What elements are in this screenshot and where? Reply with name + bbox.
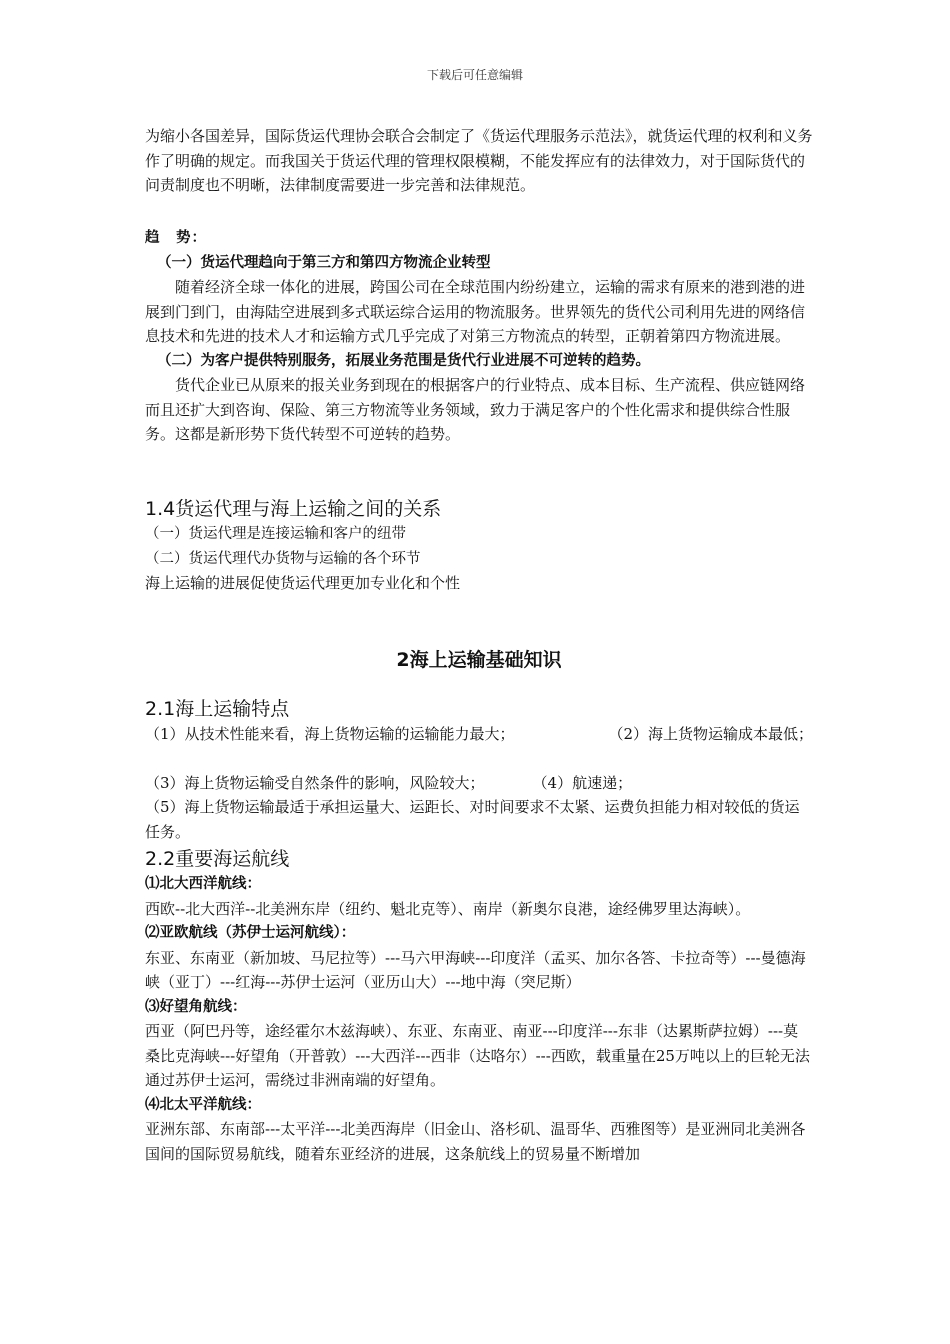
feature-5: （5）海上货物运输最适于承担运量大、运距长、对时间要求不太紧、运费负担能力相对较低的货运任务。 [145, 798, 800, 841]
route-1-body: 西欧--北大西洋--北美洲东岸（纽约、魁北克等）、南岸（新奥尔良港，途经佛罗里达海峡）。 [145, 899, 751, 918]
feature-4: （4）航速递； [532, 773, 633, 792]
section-1-4 [145, 496, 813, 596]
route-1-title: ⑴北大西洋航线： [145, 876, 261, 892]
feature-1: （1）从技术性能来看，海上货物运输的运输能力最大； [145, 725, 515, 743]
page-header: 下载后可任意编辑 [426, 68, 523, 82]
route-2-title: ⑵亚欧航线（苏伊士运河航线）： [145, 925, 356, 941]
feature-2: （2）海上货物运输成本最低； [608, 725, 813, 743]
section-2-2-title: 2.2重要海运航线 [145, 848, 290, 870]
trend-paragraph-1: 随着经济全球一体化的进展，跨国公司在全球范围内纷纷建立，运输的需求有原来的港到港的进展到门到门，由海陆空进展到多式联运综合运用的物流服务。世界领先的货代公司利用先进的网络信息技术和先进的技术人才和运输方式几乎完成了对第三方物流点的转型，正朝着第四方物流进展。 [145, 278, 806, 345]
section-1-4-note: 海上运输的进展促使货运代理更加专业化和个性 [145, 574, 461, 592]
route-3-body: 西亚（阿巴丹等，途经霍尔木兹海峡）、东亚、东南亚、南亚---印度洋---东非（达累斯萨拉姆）---莫桑比克海峡---好望角（开普敦）---大西洋---西非（达咯尔）---西欧，载重量在25万吨以上的巨轮无法通过苏伊士运河，需绕过非洲南端的好望角。 [145, 1022, 810, 1089]
trend-subtitle-1: （一）货运代理趋向于第三方和第四方物流企业转型 [157, 254, 491, 271]
section-1-4-title: 1.4货运代理与海上运输之间的关系 [145, 498, 442, 520]
trend-section [145, 226, 813, 447]
feature-row-2 [145, 771, 813, 796]
section-2-1-title: 2.1海上运输特点 [145, 698, 290, 720]
section-2-2 [145, 846, 813, 1166]
route-2-body: 东亚、东南亚（新加坡、马尼拉等）---马六甲海峡---印度洋（孟买、加尔各答、卡拉奇等）---曼德海峡（亚丁）---红海---苏伊士运河（亚历山大）---地中海（突尼斯） [145, 948, 806, 991]
trend-paragraph-2: 货代企业已从原来的报关业务到现在的根据客户的行业特点、成本目标、生产流程、供应链网络而且还扩大到咨询、保险、第三方物流等业务领域，致力于满足客户的个性化需求和提供综合性服务。这都是新形势下货代转型不可逆转的趋势。 [145, 376, 806, 443]
section-2-1 [145, 696, 813, 844]
section-1-4-item-2: （二）货运代理代办货物与运输的各个环节 [145, 550, 421, 567]
intro-block [145, 124, 813, 198]
chapter-2-title: 2海上运输基础知识 [396, 649, 562, 671]
trend-label: 趋 势： [145, 230, 207, 246]
section-1-4-item-1: （一）货运代理是连接运输和客户的纽带 [145, 526, 406, 542]
trend-subtitle-2: （二）为客户提供特别服务，拓展业务范围是货代行业进展不可逆转的趋势。 [157, 352, 650, 369]
feature-row-1 [145, 722, 813, 747]
intro-paragraph: 为缩小各国差异，国际货运代理协会联合会制定了《货运代理服务示范法》，就货运代理的权利和义务作了明确的规定。而我国关于货运代理的管理权限模糊，不能发挥应有的法律效力，对于国际货代的问责制度也不明晰，法律制度需要进一步完善和法律规范。 [145, 127, 813, 194]
route-4-title: ⑷北太平洋航线： [145, 1096, 261, 1113]
route-3-title: ⑶好望角航线： [145, 998, 247, 1015]
feature-3: （3）海上货物运输受自然条件的影响，风险较大； [145, 773, 485, 792]
route-4-body: 亚洲东部、东南部---太平洋---北美西海岸（旧金山、洛杉矶、温哥华、西雅图等）是亚洲同北美洲各国间的国际贸易航线，随着东亚经济的进展，这条航线上的贸易量不断增加 [145, 1120, 806, 1163]
